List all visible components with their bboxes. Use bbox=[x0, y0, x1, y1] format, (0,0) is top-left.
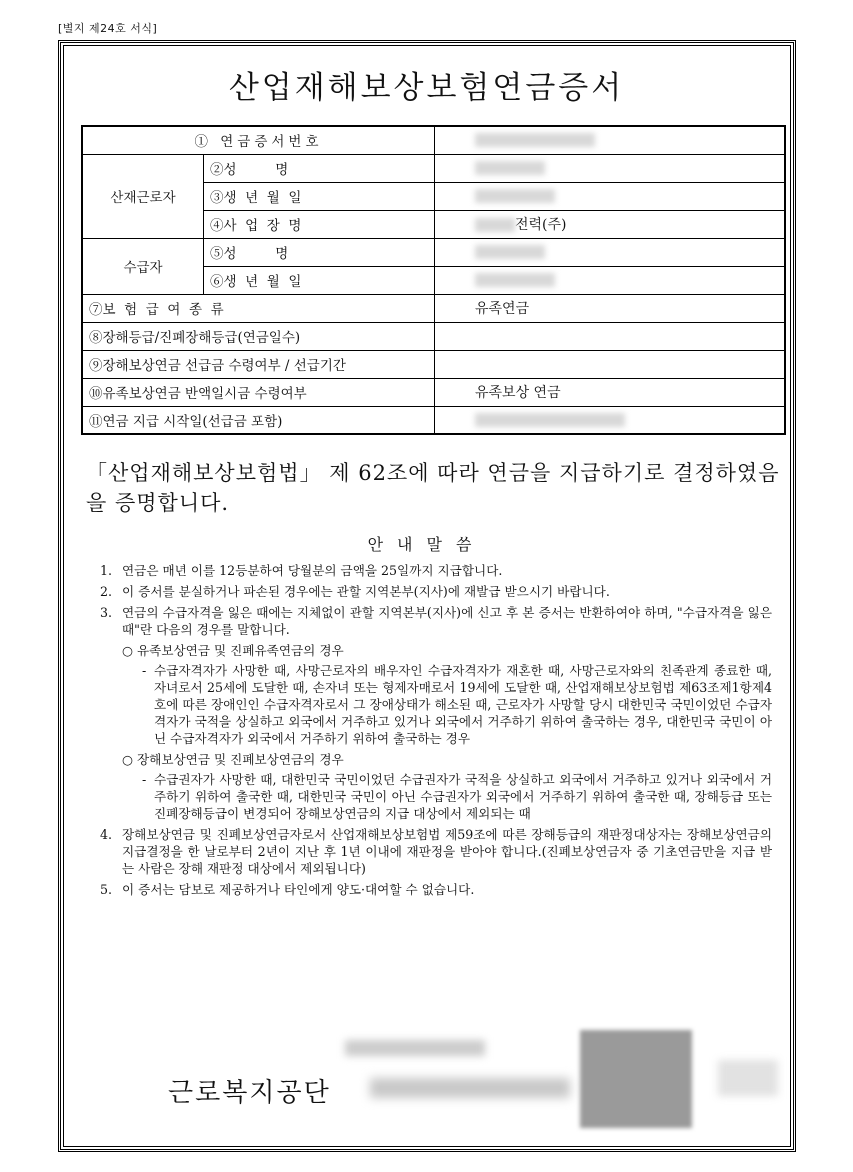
table-row bbox=[82, 238, 785, 266]
worker-group-label: 산재근로자 bbox=[82, 154, 204, 238]
redacted-value bbox=[475, 189, 555, 203]
start-date-label: ⑪연금 지급 시작일(선급금 포함) bbox=[82, 406, 435, 434]
redacted-value bbox=[475, 161, 545, 175]
lumpsum-value: 유족보상 연금 bbox=[435, 378, 786, 406]
cert-number-value bbox=[435, 126, 786, 154]
sub-item-text: 수급자격자가 사망한 때, 사망근로자의 배우자인 수급자격자가 재혼한 때, 사망근로자와의 친족관계 종료한 때, 자녀로서 25세에 도달한 때, 손자녀 또는 형제자매로서 19세에 도달한 때, 산업재해보상보험법 제63조제1항제4호에 따른 장애인인 수급자격자로서 그 장애상태가 해소된 때, 근로자가 사망할 당시 대한민국 국민이었던 수급자격자가 국적을 상실하고 외국에서 거주하고 있거나 외국에서 거주하기 위하여 출국하는 경우, 대한민국 국민이 아닌 수급자격자가 외국에서 거주하기 위하여 출국하는 경우 bbox=[154, 663, 772, 746]
list-item bbox=[100, 562, 772, 579]
notice-list bbox=[100, 562, 772, 902]
dash-marker: - bbox=[142, 772, 147, 787]
worker-name-value bbox=[435, 154, 786, 182]
table-row bbox=[82, 322, 785, 350]
workplace-text: 전력(주) bbox=[515, 217, 567, 233]
list-item bbox=[100, 604, 772, 638]
workplace-value bbox=[435, 210, 786, 238]
item-text: 연금은 매년 이를 12등분하여 당월분의 금액을 25일까지 지급합니다. bbox=[122, 563, 503, 578]
redacted-value bbox=[475, 273, 555, 287]
item-number: 1. bbox=[100, 563, 113, 578]
advance-payment-value bbox=[435, 350, 786, 378]
sub-item bbox=[142, 662, 772, 747]
redacted-stamp bbox=[718, 1060, 778, 1096]
worker-name-label: ②성 명 bbox=[204, 154, 435, 182]
recipient-name-label: ⑤성 명 bbox=[204, 238, 435, 266]
redacted-value bbox=[475, 218, 515, 232]
cert-number-label: ① 연금증서번호 bbox=[82, 126, 435, 154]
table-row bbox=[82, 154, 785, 182]
sub-item-text: 수급권자가 사망한 때, 대한민국 국민이었던 수급권자가 국적을 상실하고 외국에서 거주하고 있거나 외국에서 거주하기 위하여 출국한 때, 대한민국 국민이 아닌 수급권자가 외국에서 거주하기 위하여 출국한 때, 장해등급 또는 진폐장해등급이 변경되어 장해보상연금의 지급 대상에서 제외되는 때 bbox=[154, 772, 772, 821]
recipient-birth-value bbox=[435, 266, 786, 294]
benefit-type-value: 유족연금 bbox=[435, 294, 786, 322]
item-number: 2. bbox=[100, 584, 113, 599]
table-row bbox=[82, 350, 785, 378]
form-number: [별지 제24호 서식] bbox=[58, 22, 158, 35]
list-item bbox=[100, 583, 772, 600]
sub-heading: ○ 장해보상연금 및 진폐보상연금의 경우 bbox=[122, 752, 344, 767]
worker-birth-label: ③생 년 월 일 bbox=[204, 182, 435, 210]
sub-item bbox=[142, 771, 772, 822]
recipient-birth-label: ⑥생 년 월 일 bbox=[204, 266, 435, 294]
table-row bbox=[82, 294, 785, 322]
notice-title: 안내말씀 bbox=[367, 535, 486, 554]
official-seal bbox=[580, 1030, 692, 1128]
item-text: 장해보상연금 및 진폐보상연금자로서 산업재해보상보험법 제59조에 따른 장해등급의 재판정대상자는 장해보상연금의 지급결정을 한 날로부터 2년이 지난 후 1년 이내에 재판정을 받아야 합니다.(진폐보상연금자 중 기초연금만을 지급 받는 사람은 장해 재판정 대상에서 제외됩니다) bbox=[122, 827, 772, 876]
recipient-group-label: 수급자 bbox=[82, 238, 204, 294]
redacted-value bbox=[475, 133, 595, 147]
start-date-value bbox=[435, 406, 786, 434]
table-row bbox=[82, 378, 785, 406]
lumpsum-label: ⑩유족보상연금 반액일시금 수령여부 bbox=[82, 378, 435, 406]
list-item bbox=[100, 881, 772, 898]
declaration-text: 「산업재해보상보험법」 제 62조에 따라 연금을 지급하기로 결정하였음을 증명합니다. bbox=[86, 461, 780, 515]
item-text: 이 증서를 분실하거나 파손된 경우에는 관할 지역본부(지사)에 재발급 받으시기 바랍니다. bbox=[122, 584, 610, 599]
workplace-label: ④사 업 장 명 bbox=[204, 210, 435, 238]
redacted-value bbox=[475, 245, 545, 259]
item-text: 이 증서는 담보로 제공하거나 타인에게 양도·대여할 수 없습니다. bbox=[122, 882, 475, 897]
issuer-name: 근로복지공단 bbox=[168, 1078, 331, 1108]
disability-grade-value bbox=[435, 322, 786, 350]
item-number: 3. bbox=[100, 605, 113, 620]
redacted-value bbox=[475, 413, 625, 427]
table-row bbox=[82, 406, 785, 434]
dash-marker: - bbox=[142, 663, 147, 678]
table-row bbox=[82, 126, 785, 154]
disability-grade-label: ⑧장해등급/진폐장해등급(연금일수) bbox=[82, 322, 435, 350]
item-number: 4. bbox=[100, 827, 113, 842]
advance-payment-label: ⑨장해보상연금 선급금 수령여부 / 선급기간 bbox=[82, 350, 435, 378]
item-text: 연금의 수급자격을 잃은 때에는 지체없이 관할 지역본부(지사)에 신고 후 본 증서는 반환하여야 하며, "수급자격을 잃은 때"란 다음의 경우를 말합니다. bbox=[122, 605, 772, 637]
document-title: 산업재해보상보험연금증서 bbox=[228, 70, 625, 106]
benefit-type-label: ⑦보 험 급 여 종 류 bbox=[82, 294, 435, 322]
redacted-issue-date bbox=[345, 1040, 485, 1056]
sub-heading: ○ 유족보상연금 및 진폐유족연금의 경우 bbox=[122, 643, 344, 658]
worker-birth-value bbox=[435, 182, 786, 210]
list-item bbox=[100, 826, 772, 877]
recipient-name-value bbox=[435, 238, 786, 266]
item-number: 5. bbox=[100, 882, 113, 897]
redacted-signature bbox=[370, 1078, 570, 1098]
certificate-info-table bbox=[81, 125, 786, 435]
